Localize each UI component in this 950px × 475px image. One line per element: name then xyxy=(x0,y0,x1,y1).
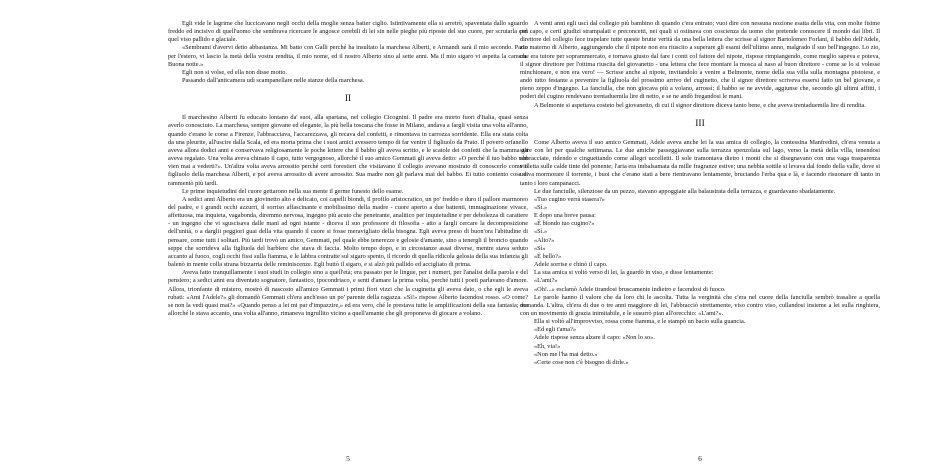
paragraph: A Belmonte si aspettava costeto bel giovanetto, di cui il signor direttore diceva tanto bene, e che aveva trentaduemila lire di rendita. xyxy=(534,101,866,109)
right-page xyxy=(520,0,880,475)
right-page-text xyxy=(520,20,880,367)
left-page-text xyxy=(168,20,528,318)
left-page xyxy=(168,0,528,475)
dialogue-line: La sua amica si voltò verso di lei, la guardò in viso, e disse lentamente: xyxy=(534,269,714,277)
chapter-heading: III xyxy=(695,118,705,129)
dialogue-line: E dopo una breve pausa: xyxy=(534,212,596,220)
dialogue-line: Ella si voltò all'improvviso, rossa come fiamma, e le stampò un bacio sulla guancia. xyxy=(534,318,746,326)
paragraph: Egli vide le lagrime che luccicavano negli occhi della moglie senza batter ciglio. Istintivamente ella si arretrò, spaventata dallo sguardo freddo ed incisivo di quell'uomo che sembrava ricercare le angosce cerebili di lei sin nelle pieghe più riposte del suo cuore, per scrutarla con quel viso pallido e glaciale. xyxy=(168,20,528,44)
dialogue-line: «È bello?» xyxy=(534,252,562,260)
dialogue-line: Adele rispose senza alzare il capo: «Non lo so». xyxy=(534,334,655,342)
paragraph: Il marchesino Alberti fu educato lontano da' suoi, alla spartana, nel collegio Cicognini. Il padre era morto fuori d'Italia, quasi senza averlo conosciuto. La marchesa, sempre giovane ed elegante, la più bella toscana che fosse in Milano, andava a fargli visita una volta all'anno, quando c'erano le corse a Firenze, l'abbracciava, l'accarezzava, gli recava del confetti, e rimontava in carrozza sorridente. Ella era stata colta da una pleurite, all'uscire dalla Scala, ed era morta prima che i suoi amici avessero tempo di far venire il figliuolo da Prato. Il povero orfanello aveva allora dodici anni e conservava religiosamente le poche lettere che il babbo gli aveva scritto, e le scatole dei confetti che la mamma gli aveva regalato. Una volta aveva chinato il capo, tutto vergognoso, allorché il suo amico Gemmati gli aveva detto: «O perché il tuo babbo non vien mai a vederti?». Un'altra volta aveva arrossito perché certi forestieri che visitavano il collegio avevano mostrato di conoscerlo come il figliuolo della marchesa Alberti, e poi aveva arrossito di avere arrossito. Sua madre non gli parlava mai del babbo. Ei tutto contento cose ei rammentò più tardi. xyxy=(168,114,528,187)
dialogue-line: «Oh!...» esclamò Adele tirandosi bruscamente indietro e facendosi di fuoco. xyxy=(534,285,726,293)
paragraph: A venti anni egli uscì dal collegio più bambino di quando c'era entrato; vuoi dire con nessuna nozione esatta della vita, con molte fisime pel capo, e certi giudizi strampalati e preconcetti, nei quali si ostinava con coscienza da uomo che pretende conoscere il mondo dai libri. Il direttore del collegio fece trapelare tutte queste brutte verità da una bella lettera che scrisse al signor Bartolomeo Forlani, il babbo dell'Adele, zio materno di Alberto, aggiungendo che il nipote non era riuscito a superare gli esami dell'ultimo anno, malgrado il suo bell'ingegno. Lo zio, che era tutore per soprammercato, e tornava giusto dal fare i conti col fattore del nipote, rispose rimpiangendo, come meglio sapeva e poteva, il signor direttore per l'ottima riuscita del giovanetto - una lettera che fece montare la mosca al naso al buon direttore - come se lo si volesse minchionare, e non era vero! — Scrisse anche al nipote, invitandolo a venire a Belmonte, nome della sua villa sulla montagna pistoiese, e andò tutto festante a prevenire la figliuola del prossimo arrivo del cuginetto, che il signor direttore scriveva essersi fatto un bel giovane, e pieno zeppo d'ingegno. La fanciulla, che non giocava più a volano, arrossì; il babbo se ne avvide, aggiunse che, secondo gli ultimi affitti, i poderi del cugino rendevano trentaduemila lire di netto, e se ne andò fregandosi le mani. xyxy=(520,20,880,101)
paragraph: A sedici anni Alberto era un giovinetto alto e delicato, coi capelli biondi, il profilo aristocratico, un po' freddo e duro il pallore marmoreo del padre, e i grandi occhi azzurri, il sorriso affascinante e mobilissimo della madre - cuore aperto a due battenti, immaginazione vivace, affettuosa, ma inquieta, vagabonda, diremmo nervosa, ingegno più acuto che penetrante, analitico per inquietudine e per debolezza di carattere - un ingegno che vi sguscisava dalle mani ad ogni istante - diceva il suo professore di filosofia - atto a fargli cercare la decomposizione dell'unità, o a darglii peggiori guai della vita quando il cuore si fosse meravigliato della bisogna. Egli aveva preso di buon'ora l'abitudine di pensare, come tutti i solitari. Più tardi trovò un amico, Gemmati, pel quale ebbe tenerezze e gelosie d'amante, sino a tenergli il broncio quando seppe che sorrideva alla figliuola del barbiere che stava di faccia. Molto tempo dopo, e in circostanze assai diverse, mentre stava seduto accanto al fuoco, cogli occhi fissi sulla fiamma, e le labbra contratte sul sigaro spento, il ricordo di quella ridicola gelosia della sua infanzia gli balenò in mente colla strana bizzarria delle reminiscenze. Egli buttò il sigaro, e si alzò più pallido ed accigliato di prima. xyxy=(168,195,528,269)
paragraph: «Sembrami d'avervi detto abbastanza. Mi batto con Galli perché ha insultato la marchesa Alberti, e Armandi sarà il mio secondo. Parto per l'estero, vi lascio la metà della vostra rendita, il mio nome, ed il nostro Alberto sino al sette anni. Ma il mio sigaro vi aspetta la camera. Buona notte.» xyxy=(168,44,528,68)
paragraph: Passando dall'anticamera udì scampanellare nelle stanze della marchesa. xyxy=(182,77,365,85)
paragraph: Aveva fatto tranquillamente i suoi studi in collegio sino a quell'età; era passato per le lingue, per i numeri, per l'analisi della parola e del pensiero; a sedici anni era diventato sognatore, fantastico, ipocondriaco, e senti d'amare la prima volta, perché tutti i poeti parlavano d'amore. Allora, trionfante di mistero, mostrò di nascosto all'amico Gemmati i primi fiori vizzi che la cuginetta gli aveva dato, o che egli le aveva rubati: «Ami l'Adele?» gli domandò Gemmati ch'era anch'esso un po' parente della ragazza. «Sì!» rispose Alberto facendosi rosso. «O come? se non la vedi quasi mai?» «Quando penso a lei mi par d'impazzire,» ed era vero, ché le prestava tutte le amplificazioni della sua fantasia; ma allorché le stava accanto, una volta all'anno, rimaneva ingrullito vicino a quell'amante che gli proponeva di giocare a volano. xyxy=(168,269,528,317)
dialogue-line: «Certe cose non c'è bisogno di dirle.» xyxy=(534,358,629,366)
paragraph: Le prime inquietudini del cuore gettarono nella sua mente il germe funesto dello esame. xyxy=(182,187,404,195)
dialogue-line: «Ed egli t'ama?» xyxy=(534,326,577,334)
dialogue-line: «È biondo tuo cugino?» xyxy=(534,220,595,228)
dialogue-line: «Eh, via!» xyxy=(534,342,561,350)
dialogue-line: «Sì» xyxy=(534,244,546,252)
dialogue-line: «Tuo cugino verrà stasera?» xyxy=(534,195,605,203)
paragraph: Le parole hanno il valore che da loro chi le ascolta. Tutta la verginità che c'era nel cuore della fanciulla sembrò trasalire a quella domanda. L'altra, ch'era di due o tre anni maggiore di lei, l'abbracciò strettamente, viso contro viso, cullandosi insieme a lei sulla ringhiera, con un movimento di grazia inimitabile, e le susurrò pian all'orecchio: «L'ami?». xyxy=(520,293,880,317)
dialogue-line: Adele sorrise e chinò il capo. xyxy=(534,261,608,269)
dialogue-line: «L'ami?» xyxy=(534,277,558,285)
paragraph: Come Alberto aveva il suo amico Gemmati, Adele aveva anche lei la sua amica di collegio, la contessina Manfredini, ch'era venuta a stare con lei per qualche settimana. Le due amiche passeggiavano sulla terrazza spenzolata sul lago, verso la metà della villa, tenendosi abbracciate, ridendo e cinguettando come allegri uccelletti. Il sole tramontava dietro i monti che si disegnavano con una vaga trasparenza violetta sulle calde tinte del ponente; l'aria era imbalsamata da mille fragranze estive; una nebbia sottile si levava dal fondo della valle, dove si udiva mormorare il torrente, i buoi che c'erano stati a bere rientravano lentamente, bruciando l'erba qua e là, e facendo risuonare di tanto in tanto i loro campanacci. xyxy=(520,138,880,187)
dialogue-line: «Alto?» xyxy=(534,236,555,244)
dialogue-line: «Sì.» xyxy=(534,203,548,211)
paragraph: Egli non si volse, ed ella non disse motto. xyxy=(182,68,287,76)
page-number: 5 xyxy=(346,454,350,463)
page-number: 6 xyxy=(698,454,702,463)
dialogue-line: «Sì.» xyxy=(534,228,548,236)
chapter-heading: II xyxy=(344,94,352,105)
paragraph: Le due fanciulle, silenziose da un pezzo, stavano appoggiate alla balaustrata della terrazza, e guardavano sbadatamente. xyxy=(534,187,836,195)
dialogue-line: «Non me l'ha mai detto.» xyxy=(534,350,598,358)
